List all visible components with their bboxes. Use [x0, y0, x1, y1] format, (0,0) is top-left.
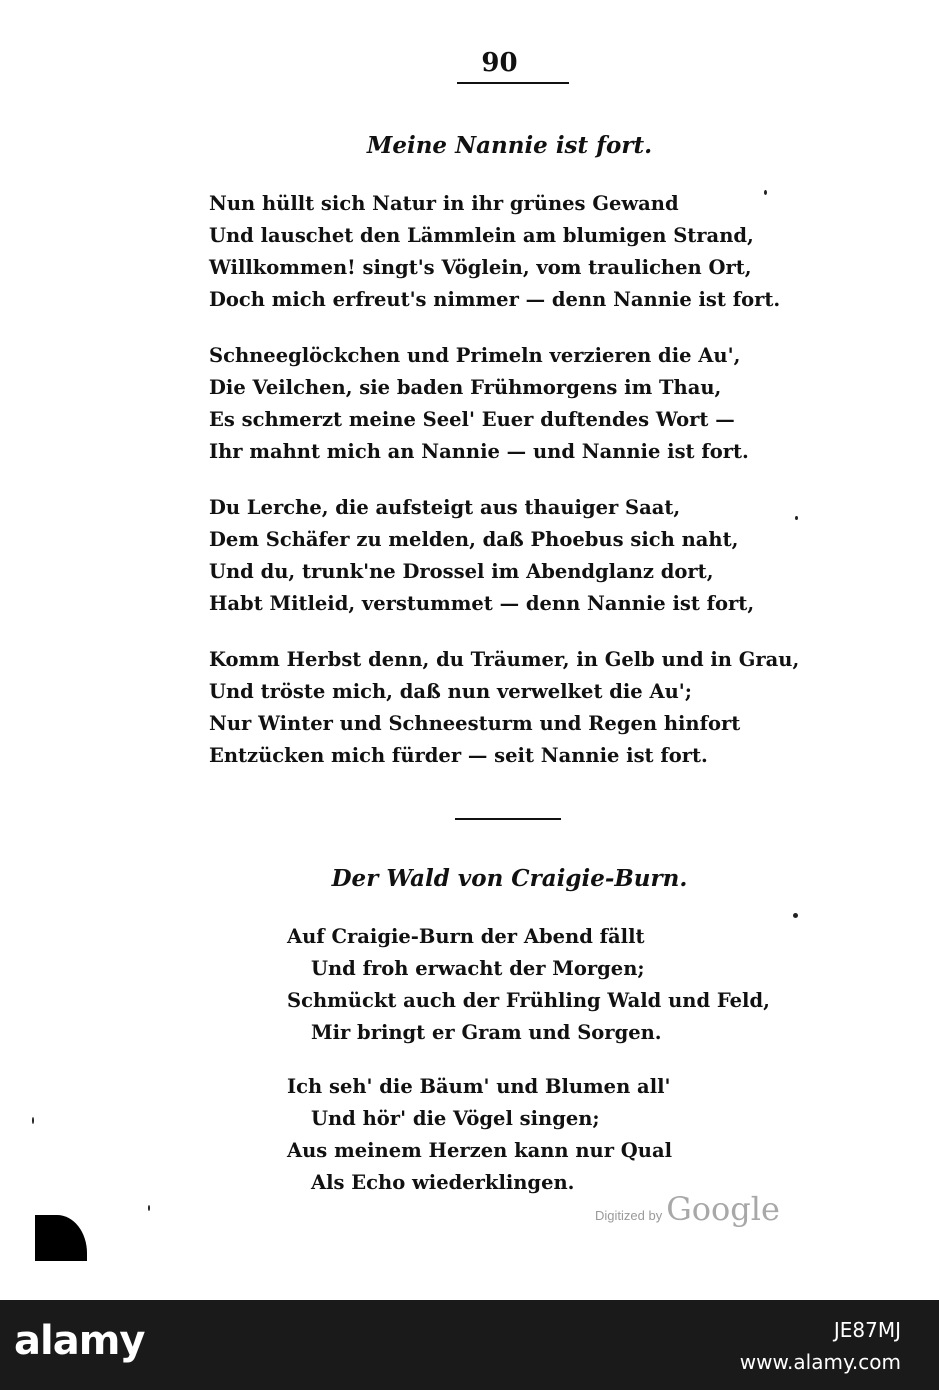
verse-line: Als Echo wiederklingen. [311, 1171, 575, 1194]
poem1-stanza-3 [209, 492, 754, 620]
page-number: 90 [481, 48, 518, 78]
verse-line: Schmückt auch der Frühling Wald und Feld, [287, 989, 770, 1012]
digitized-prefix: Digitized by [595, 1208, 663, 1223]
verse-line: Du Lerche, die aufsteigt aus thauiger Saat, [209, 496, 681, 519]
poem1-stanza-2 [209, 340, 749, 468]
verse-line: Auf Craigie-Burn der Abend fällt [287, 925, 645, 948]
verse-line: Und du, trunk'ne Drossel im Abendglanz dort, [209, 560, 714, 583]
verse-line: Willkommen! singt's Vöglein, vom traulichen Ort, [209, 256, 752, 279]
digitized-by-google [595, 1190, 780, 1228]
scan-speck [764, 190, 767, 195]
verse-line: Doch mich erfreut's nimmer — denn Nannie ist fort. [209, 288, 781, 311]
page-corner-mark [35, 1215, 87, 1261]
verse-line: Dem Schäfer zu melden, daß Phoebus sich naht, [209, 528, 739, 551]
poem-title-craigie-burn: Der Wald von Craigie-Burn. [331, 865, 688, 892]
verse-line: Und froh erwacht der Morgen; [311, 957, 645, 980]
poem1-stanza-1 [209, 188, 780, 316]
poem-title-meine-nannie: Meine Nannie ist fort. [366, 132, 653, 159]
scan-speck [148, 1205, 150, 1211]
poem2-stanza-1 [287, 921, 770, 1049]
verse-line: Die Veilchen, sie baden Frühmorgens im Thau, [209, 376, 722, 399]
poem1-stanza-4 [209, 644, 799, 772]
verse-line: Nun hüllt sich Natur in ihr grünes Gewand [209, 192, 679, 215]
verse-line: Mir bringt er Gram und Sorgen. [311, 1021, 662, 1044]
scan-speck [793, 913, 798, 918]
verse-line: Und lauschet den Lämmlein am blumigen Strand, [209, 224, 754, 247]
section-divider [455, 818, 561, 820]
alamy-logo: alamy [14, 1318, 145, 1364]
verse-line: Nur Winter und Schneesturm und Regen hinfort [209, 712, 741, 735]
scan-speck [32, 1117, 34, 1124]
verse-line: Entzücken mich fürder — seit Nannie ist fort. [209, 744, 708, 767]
scan-speck [795, 516, 798, 520]
verse-line: Ihr mahnt mich an Nannie — und Nannie ist fort. [209, 440, 749, 463]
verse-line: Und hör' die Vögel singen; [311, 1107, 600, 1130]
verse-line: Habt Mitleid, verstummet — denn Nannie ist fort, [209, 592, 755, 615]
site-url: www.alamy.com [739, 1350, 901, 1374]
verse-line: Es schmerzt meine Seel' Euer duftendes Wort — [209, 408, 735, 431]
poem2-stanza-2 [287, 1071, 672, 1199]
verse-line: Schneeglöckchen und Primeln verzieren die Au', [209, 344, 741, 367]
page-number-rule [457, 82, 569, 84]
google-wordmark: Google [666, 1190, 780, 1228]
verse-line: Komm Herbst denn, du Träumer, in Gelb und in Grau, [209, 648, 800, 671]
verse-line: Ich seh' die Bäum' und Blumen all' [287, 1075, 671, 1098]
image-id: JE87MJ [833, 1318, 901, 1342]
verse-line: Aus meinem Herzen kann nur Qual [287, 1139, 672, 1162]
verse-line: Und tröste mich, daß nun verwelket die Au'; [209, 680, 692, 703]
